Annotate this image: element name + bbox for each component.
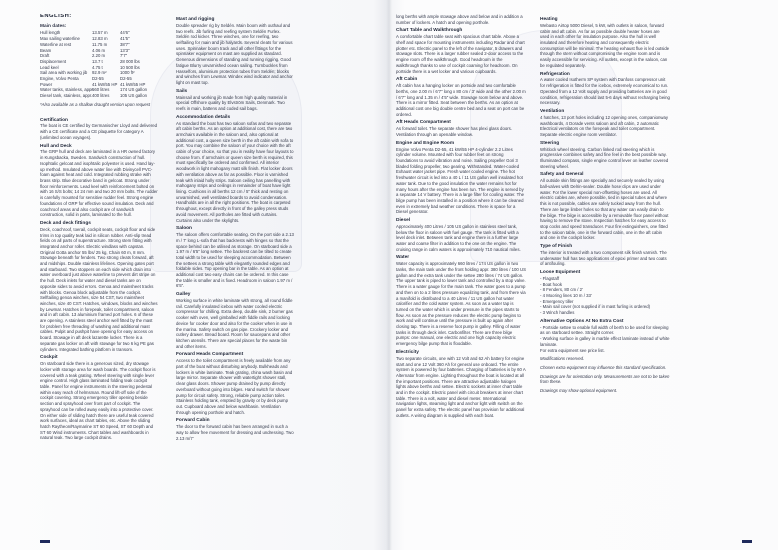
section-body: Approximately 400 Litres / 105 US gallon in stainless steel tank, below the floor in saloon with fuel gauge. The tank is fitted with a level deck inlet. Between tank and engine there is a further large water and coarse filter in addition to the one on the engine. The cruising range in calm waters is approximately 710 nautical miles. [396,223,521,252]
section-body: Aft cabin has a hanging locker on portside and two comfortable berths, one 2.00 m / 6'7" long x 80 cm / 3' wide and the other 2.00 m / 6'7" long and 1.35 m / 4'5" wide. Stowage room below and above. There is a mirror fitted. Seat between the berths. As an option at additional cost one big double centre bed and a seat on port can be ordered. [396,83,526,117]
spec-value: 13.7 t [92,58,103,64]
section-body: All outside skin fittings are specially and securely sealed by using ball-valves with Delrin-sealer. Double hose clips are used under water. For the lower special non-offsetting hoses are used. All electric cables are, where possible, tied in special tubes and where this is not possible, cables are safely tucked away from the hull. There are large limber holes so that any water can easily drain to the bilge. The bilge is accessible by a removable floor panel without having to remove the stove. Inspection hatches for easy access to stop cocks and speed transducer. Four fire extinguishers, one fitted to the saloon table, one in the forward cabin, one in the aft cabin and one in the cockpit locker. [540,178,669,241]
spec-value: 92.9 m² [92,70,107,76]
section-heading: Water [396,255,410,261]
spec-value: 41 kW/55 HP [92,81,118,87]
spec-label: Waterline at rest [40,41,72,47]
spec-value: 11.75 m [92,41,108,47]
spec-label: Max sailing waterline [40,36,80,42]
section-heading: Aft Cabin [396,77,418,83]
footer-bar-right [742,540,752,543]
section-heading: Chart Table and Walkthrough [396,28,463,34]
spec-value: 41'5" [120,36,130,42]
section-heading: Safety and General [540,172,584,178]
section-heading: Heating [540,17,558,22]
section-body: Working surface in white laminate with strong, all round fiddle rail. Carefully insulated icebox with water cooled electric compressor for chilling. Extra deep, double sink, 2 burner gas cooker with oven, well gimballed with fiddle rails and locking device for cooker door and also for the cooker when in use in the marina. Safety switch on gas pipe. Crockery locker and cutlery drawer. Bread board. Room for saucepans and other kitchen utensils. There are special places for the waste bin and other items. [176,298,293,349]
section-body: - Portside settee to enable full width of berth to be used for sleeping as on starboard settee. Straight corner. - Working surface in galley in marble effect laminate instead of white laminate. [540,324,670,347]
disclaimer-note: Drawings may show optional equipment. [540,388,618,394]
section-heading: Loose Equipment [540,270,581,276]
section-heading: Sails [176,88,188,94]
section-heading: Mast and rigging [176,17,215,22]
section-body: A comfortable chart table seat with spacious chart table. Above a shelf and space for mounting instruments including Radar and chart plotter etc. Electric panel to the left of the navigator, 5 drawers and stowage slots. There is a larger rubber sealed 2-door access to the engine room off the walkthrough. Good headroom in the walkthrough thanks to use of cockpit coaming for headroom. On portside there is a wet locker and various cupboards. [396,34,525,74]
section-heading: Forward Heads Compartment [176,352,244,358]
spec-value: 660 litres [92,87,110,93]
spec-value: 174 US gallon [120,87,147,93]
section-heading: Forward Cabin [176,418,210,424]
disclaimer-note: Drawings are for orientation only. Measurements are not to be taken from these. [540,373,670,385]
section-heading: Certification [40,117,68,123]
disclaimer-note: Chosen extra equipment may influence this standard specification. [540,365,667,370]
spec-value: 38'7" [120,41,130,47]
section-body: On starboard side there is a generous sized, dry stowage locker with storage area for wash boards. The cockpit floor is covered with a teak grating. Wheel steering with single lever engine control. High glass laminated folding teak cockpit table. Panel for engine instruments in the steering pedestal within easy reach of helmsman. Round lift-off sole of the cockpit covering. Strong emergency tiller opening beside section and sprayhood over front part of cockpit. The sprayhood can be rolled away easily into a protective cover. On either side of sliding hatch there are useful teak covered work surfaces, ideal as chart tables, etc. Above the sliding hatch Raytheon/Raymarine ST 60 Speed, ST 60 Depth and ST 60 Wind instruments. Chart tables and washboards in natural teak. Two large cockpit drains. [40,361,156,441]
section-body: As standard the boat has two saloon sofas and two separate aft cabin berths. As an option at additional cost, there are two armchairs available in the saloon and, also optional at additional cost, a queen size berth in the aft cabin with sofa to port. You may combine the saloon of your choice with the aft cabin of your choice, so that you in reality have four layouts to choose from. If armchairs or queen size berth is required, this must specifically be ordered and confirmed. All interior woodwork in light mahogany matt silk finish. Flat locker doors with ventilation above as far as possible. Floor is varnished teak with inlaid holly strips. Saloon ceiling has panelling with mahogany strips and ceilings in remainder of boat have light lining. Cushions in all berths 12 cm / 5" thick and resting on unvarnished, well ventilated boards to avoid condensation. Handholds are in all the right positions. The boat is carpeted throughout, except directly in front of the galley press studs avoid movement. All portholes are fitted with curtains. Curtains also under the skylights. [176,120,294,223]
section-body: For extra equipment see price list. [540,347,605,353]
column-3 [396,14,526,529]
section-body: Two separate circuits, one with 12 Volt and 62 Ah battery for engine start and one 12 Volt 360 Ah for general use onboard. The entire system is powered by four batteries. Charging of batteries is by 60 A Alternator from engine. Lighting throughout the boat is located at all the important positions. There are attractive adjustable halogen lights above berths and settee. Electric sockets at inner chart table and in the cockpit. Electric panel with circuit breakers at inner chart table. There is a volt, water and diesel meter. International navigation lights, steaming light and anchor light with switch on the panel for extra safety. The electric panel has provision for additional outlets. A wiring diagram is supplied with each boat. [396,355,526,418]
spec-value: 2.20 m [92,53,106,59]
spec-value: 4.75 t [92,64,103,70]
section-body: The door to the forward cabin has been arranged in such a way to allow free movement for dressing and undressing. Two 2.13 m/7' [176,424,294,441]
spec-value: 400 litres [92,93,110,99]
section-heading: Galley [176,292,191,298]
section-body: Double spreader rig by Seldén. Main boom with outhaul and two reefs. Jib furling and reefing system Seldén Furlex. Seldén rod kicker. Three winches, one for reefing, two selftailing for main and jib halyards. Several cleats for various uses. Spinnaker boom track and all other fittings for the spinnaker equipment on mast are supplied as standard. Generous dimensions of standing and running rigging. Good fatigue Blurry unvarnished ocean sailing. Turnbuckles from Hasselfors, aluminium protection tubes from Seldén; blocks and winches from Lewmar. Windex wind indicator and anchor light on mast top. [176,22,293,85]
spec-label: Beam [40,47,52,53]
section-body: The saloon offers comfortable seating. On the port side a 2.13 m / 7' long L-sofa that has backrests with hinges so that the space behind can be utilised as storage. On starboard side a 1.97 m / 6'5" long settee. The backrest can be tilted to create total width to be used for sleeping accommodation. Between the settees a strong table with elegantly rounded edges and foldable sides. Top opening bar in the table. As an option at additional cost two easy chairs can be ordered. In this case the table is smaller and is fixed. Headroom in saloon 1.97 m / 6'5". [176,232,294,289]
main-data-title: Main dates: [40,23,67,29]
specs-table [40,30,158,98]
section-heading: Type of Finish [540,244,573,250]
column-1 [40,14,158,529]
spec-value: 1000 ft² [120,70,135,76]
section-heading: Engine and Engine Room [396,140,455,146]
section-body: A water cooled Isotherm SP system with Danfoss compressor unit for refrigeration is fitted for the icebox, extremely economical to run. Operated from a 12 Volt supply and providing batteries are in good condition, refrigeration should last 5-6 days without recharging being necessary. [540,77,670,106]
section-heading: Hull and Deck [40,143,72,149]
spec-label: Lead keel [40,64,59,70]
spec-value: 105 US gallon [120,93,147,99]
spec-label: Engine, Volvo Penta [40,76,79,82]
section-heading: Refrigeration [540,71,570,77]
section-body: As forward toilet. The separate shower has plexi glass doors. Ventilation through an openable window. [396,126,512,137]
spec-label: Hull length [40,30,61,36]
section-body: Access to the toilet compartment is freely available from any part of the boat without disturbing anybody. Bulkheads and lockers in white laminate. Teak grating, china wash basin and large mirror. Separate shower with watertight shower stall, clear glass doors. Shower pump drained by pump directly overboard without going into bilges. Hand switch for shower pump for circuit safety. Strong, reliable pump action toilet. Stainless holding tank, emptied by gravity or by deck pump out. Cupboard above and below washbasin. Ventilation through opening porthole and hatch. [176,358,293,415]
spec-value: 4.06 m [92,47,106,53]
section-heading: Saloon [176,226,192,232]
section-body: Engine Volvo Penta D2-55, 41 kW/55 HP 4-cylinder 2.2 Litres cylinder volume. Mounted with four rubber feet on strong foundations to avoid vibration and noise. Sailing propeller Gori 3 bladed folding propeller, two gearing. Withstanded. Water-cooled Exhaust water jacket pipe. Fresh water cooled engine. The hot freshwater circuit is led into a 40 L / 11 US gallon well insulated hot water tank. Due to the good insulation the water remains hot for many hours after the engine has been run. The engine is served by a separate 14 V battery. There is a large filter for cooling water. The bilge pump has been installed in a position where it can be cleaned even in extremely bad weather conditions. There is space for a Diesel generator. [396,146,525,215]
footer-bar-left [40,540,50,543]
section-heading: Accommodation details [176,114,231,120]
page-spine [386,0,392,550]
section-heading: Diesel [396,218,411,224]
section-body: Mainsail and working jib made from high quality material in special Offshore quality by Elvström Sails, Denmark. Two reefs in main, battens and coded sail bags. [176,94,288,111]
spec-value: 28 000 lbs [120,58,140,64]
spec-label: Power [40,81,53,87]
section-body: The interior is treated with a two component silk finish varnish. The underwater hull has two applications of epoxi primer and two coats of antifouling. [540,249,667,267]
spec-label: Sail area with working jib [40,70,88,76]
spec-value: 44'6" [120,30,130,36]
specs-note: *Also available as a shallow draught version upon request [40,101,151,107]
section-body: The boat is CE certified by Germanischer Lloyd and delivered with a CE certificate and a CE plaquette for category A (unlimited ocean voyages). [40,123,158,140]
section-heading: Electricity [396,349,419,355]
column-1-sections [40,118,158,441]
section-body: - Flagstaff - Boat hook - 8 Fenders, 80 cm / 2' - 4 Mooring lines 10 m / 33' - Emergency tiller - Main sail cover (not supplied if in mast furling is ordered) - 3 Winch handles [540,275,651,316]
spec-value: 41 kW/55 HP [120,81,146,87]
spec-label: Draft [40,53,50,59]
spec-label: Displacement [40,58,67,64]
section-heading: Ventilation [540,108,565,114]
section-heading: Deck and deck fittings [40,220,91,226]
section-heading: Cockpit [40,355,58,361]
spec-value: 10 500 lbs [120,64,140,70]
spec-value: D2-55 [120,76,132,82]
column-2 [176,14,294,529]
section-body: The GRP hull and deck are laminated in a HR owned factory in Kungsbacka, Sweden. Sandwich construction of hull. Isophtalic gelcoat and isophtalic polyester is used. Hand lay-up method. Insulated above water line with Divinycell PVC-foam against heat and cold. Integrated rubbing strake with brass strip. Blue decorative band in gelcoat. Strong under floor reinforcements. Lead keel with reinforcement bolted on with 16 S/S bolts; 14 24 mm and two 20 mm bolts. The rudder is carefully mounted for sensitive rudder feel. Strong engine foundations of GRP for effective sound insulation. Deck and coachroof areas and also cockpit are of sandwich construction, solid in parts, laminated to the hull. [40,149,158,218]
disclaimer-note: Modifications reserved. [540,356,585,362]
section-body: 4 hatches, 13 port holes including 12 opening ones, companionway washboards, 4 Dorade vents saloon and aft cabin, 2 automatic Electrical ventilators on the forepeak and toilet compartment. Separate electric engine room ventilator. [540,114,669,137]
section-heading: Aft Heads Compartment [396,120,451,126]
spec-value: D2-55 [92,76,104,82]
column-3-gap [302,14,384,529]
spec-value: 7'7" [120,53,128,59]
section-body: Deck, coachroof, toerail, cockpit seats, cockpit floor and side trims in top quality teak laid in silicon rubber. Anti-slip tread fields on all parts of superstructure. Strong stem fitting with integrated anchor roller. Electric windlass with capstan. Original Gotta anchor 55 lbs/ 25 kg, Chain 60 m, 8 mm. Stowage beneath for fenders. Two strong cleats forward, aft and midships. Double stainless lifelines. Opening gates port and starboard. Two stoppers on each side which drain into water overboard just above waterline to prevent dirt stripe on the hull. Deck inlets for water and diesel tanks are on opposite sides to avoid errors. Genoa and mainsheet tracks with blocks. Genoa block adjustable from the cockpit. Selftailing genoa winches, size 54 CST, two mainsheet winches, size 40 CST. Hatches, windows, blocks and winches by Lewmar. Hatches in forepeak, toilet compartment, saloon and in aft cabin. 13 aluminium framed port holes. 6 of these are opening. A stainless steel anchor well fitted by the mast for problem free threading of washing and additional mast cables. Pulpit and pushpit have opening for easy access on board. Stowage in aft deck lazarette locker. There is a separate gas locker on aft with stowage for two 6 kg PE gas cylinders. Integrated bathing platform in transom. [40,226,158,352]
section-body: Water capacity is approximately 660 litres / 174 US gallon in two tanks, the main tank under the front holding appr. 380 litres / 100 US gallon and the extra tank under the settee 280 litres / 74 US gallon. The upper tank is piped to lower tank and controlled by a stop valve. There is a water gauge for the main tank. The water goes to a pump and then on to a 2 litres pressure equalizing tank, and from there via a manifold is distributed to a 40 Litres / 11 US gallon hot water calorifier and the cold water system. As soon as a water tap is turned on the water which is under pressure in the pipes starts to flow. As soon as the pressure reduces the electric pump begins to work and will continue until the pressure is built up again after closing tap. There is a reserve foot pump in galley. Filling of water tanks is through deck inlet. Carbonfilter. There are three bilge pumps: one manual, one electric and one high capacity electric emergency bilge pump that is floodable. [396,261,526,347]
spec-value: 13.57 m [92,30,108,36]
section-heading: Alternative Options At No Extra Cost [540,318,624,324]
section-body: Webasto Airtop 5000 Diesel, 5 kW, with outlets in saloon, forward cabin and aft cabin. As far as possible double heater hoses are used in each other for insulation purpose. Also the hull is well insulated and therefore heating and consequently electric consumption will be minimal. The heating exhaust flue is led outside through the stern without compromising the engine room and is easily accessible for servicing. All outlets, except in the saloon, can be regulated separately. [540,22,670,68]
spec-value: 13'3" [120,47,130,53]
section-body: Whitlock wheel steering. Carbon linked rod steering which is progressive combines safety and fine feel in the best possible way. Illuminated compass, single engine control lever on leather covered steering wheel. [540,146,669,169]
language-heading: ENGLISH: [40,14,72,19]
section-heading: Steering [540,140,560,146]
column-4 [540,14,670,529]
spec-label: Water tanks, stainless, appr. [40,87,94,93]
spec-value: 12.83 m [92,36,108,42]
spec-label: Diesel tank, stainless, appr. [40,93,93,99]
section-body: long berths with ample stowage above and below and in addition a number of lockers. A hatch and opening porthole. [396,14,523,25]
